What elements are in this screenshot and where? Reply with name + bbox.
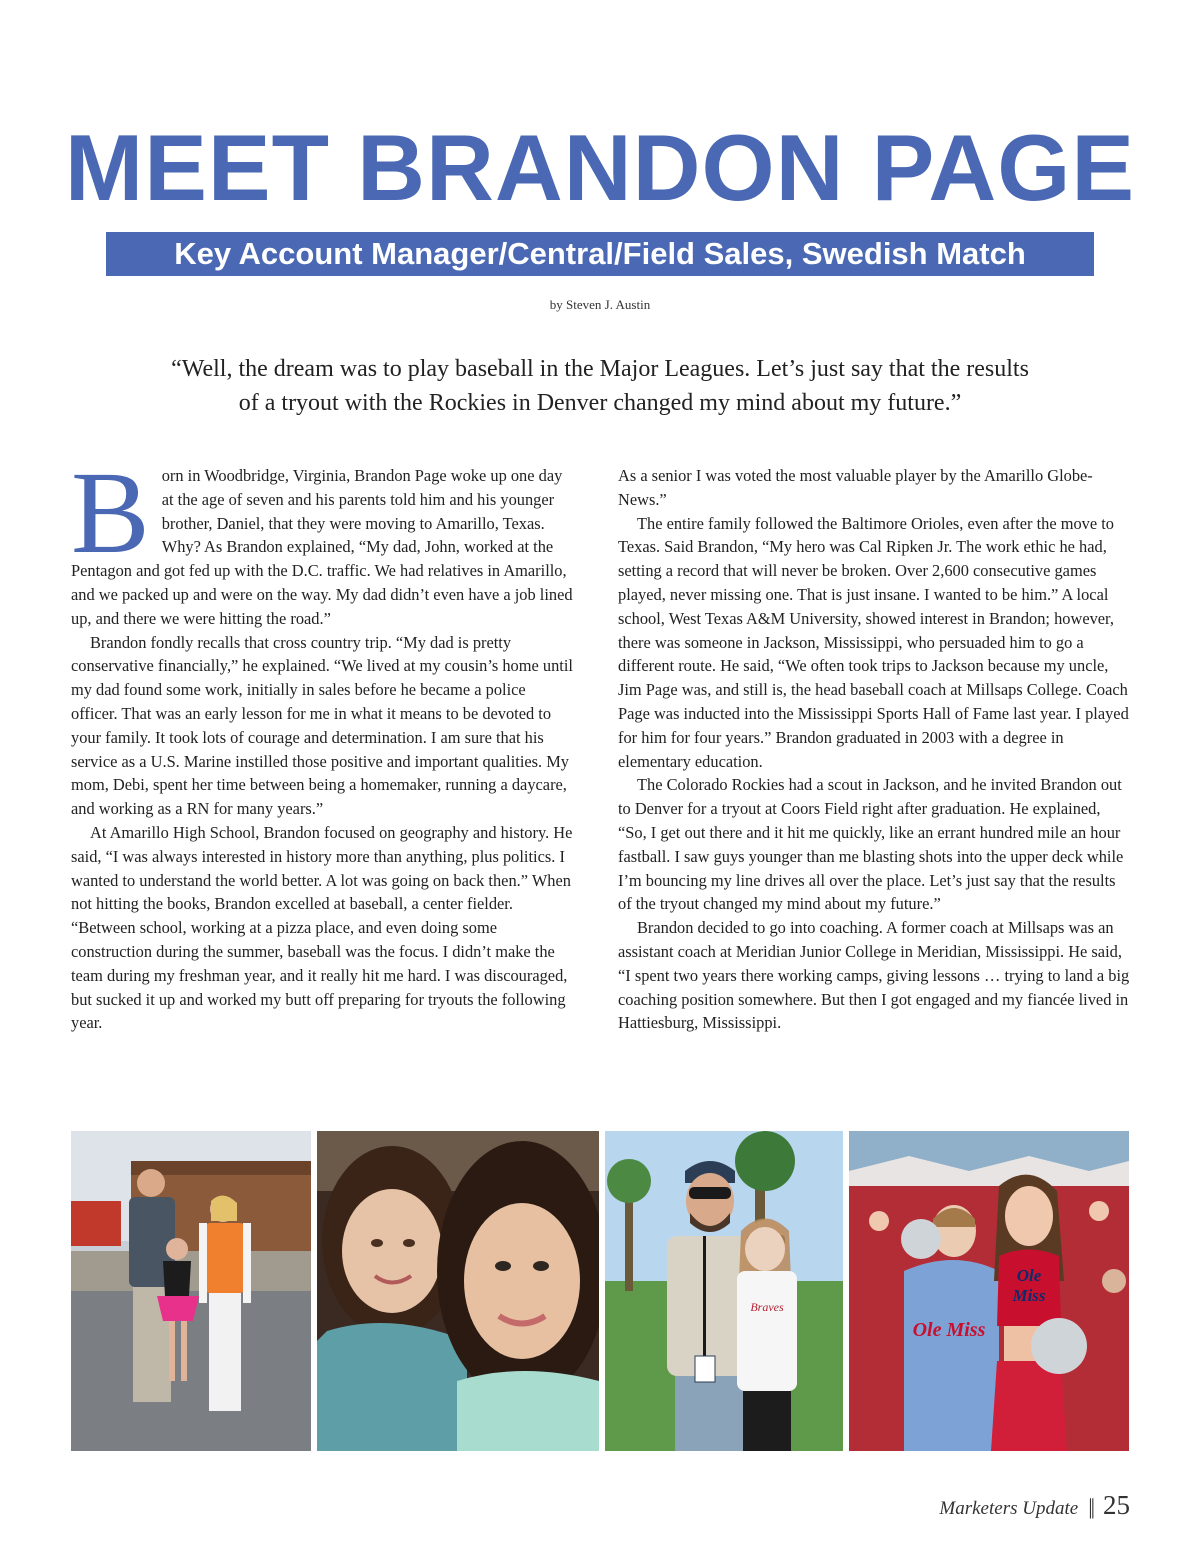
paragraph: At Amarillo High School, Brandon focused on geography and history. He said, “I was always interested in history more than anything, plus politics. I wanted to understand the world better. A lot was going on back then.” When not hitting the books, Brandon excelled at baseball, a center fielder. “Between school, working at a pizza place, and even doing some construction during the summer, baseball was the focus. I didn’t make the team during my freshman year, and it really hit me hard. I was discouraged, but sucked it up and worked my butt off preparing for tryouts the following year.: [71, 822, 573, 1033]
headline: MEET BRANDON PAGE: [64, 115, 1136, 220]
pull-quote: [100, 352, 1100, 420]
uniform-text-line-1: Ole: [1016, 1266, 1042, 1285]
body-column-right: [618, 464, 1130, 1035]
photo-gameday: [849, 1131, 1129, 1451]
body-column-left: [71, 447, 576, 1035]
drop-cap: B: [71, 447, 150, 578]
paragraph: Brandon fondly recalls that cross country trip. “My dad is pretty conservative financially,” he explained. “We lived at my cousin’s home until my dad found some work, initially in sales before he became a police officer. That was an early lesson for me in what it means to be devoted to your family. It took lots of courage and determination. I am sure that his service as a U.S. Marine instilled those positive and important qualities. My mom, Debi, spent her time between being a homemaker, running a daycare, and working as a RN for many years.”: [71, 632, 573, 819]
paragraph: The Colorado Rockies had a scout in Jackson, and he invited Brandon out to Denver for a tryout at Coors Field right after graduation. He explained, “So, I get out there and it hit me quickly, like an errant hundred mile an hour fastball. I saw guys younger than me blasting shots into the upper deck while I’m bouncing my line drives all over the place. Let’s just say that the results of the tryout changed my mind about my future.”: [618, 775, 1124, 914]
paragraph: Brandon decided to go into coaching. A former coach at Millsaps was an assistant coach at Meridian Junior College in Meridian, Mississippi. He said, “I spent two years there working camps, giving lessons … trying to land a big coaching position somewhere. But then I got engaged and my fiancée lived in Hattiesburg, Mississippi.: [618, 918, 1130, 1033]
footer-separator: ||: [1088, 1494, 1093, 1519]
photo-family-ballpark: [71, 1131, 311, 1451]
shirt-text: Ole Miss: [912, 1319, 986, 1341]
page-footer: [939, 1490, 1130, 1521]
publication-name: Marketers Update: [939, 1498, 1079, 1519]
paragraph: As a senior I was voted the most valuable player by the Amarillo Globe-News.”: [618, 466, 1093, 509]
photo-dad-daughter-image: [605, 1131, 843, 1451]
pull-quote-line-2: of a tryout with the Rockies in Denver changed my mind about my future.”: [238, 390, 962, 416]
pull-quote-line-1: “Well, the dream was to play baseball in the Major Leagues. Let’s just say that the results: [171, 356, 1029, 382]
photo-family-ballpark-image: [71, 1131, 311, 1451]
photo-dad-daughter: [605, 1131, 843, 1451]
photo-selfie: [317, 1131, 599, 1451]
photo-selfie-image: [317, 1131, 599, 1451]
jersey-text: Braves: [750, 1300, 784, 1314]
byline: by Steven J. Austin: [549, 297, 651, 312]
paragraph: [71, 447, 576, 631]
subtitle-banner: [106, 232, 1094, 276]
page-number: 25: [1103, 1490, 1130, 1520]
paragraph-text: orn in Woodbridge, Virginia, Brandon Page woke up one day at the age of seven and his parents told him and his younger brother, Daniel, that they were moving to Amarillo, Texas. Why? As Brandon explained, “My dad, John, worked at the Pentagon and got fed up with the D.C. traffic. We had relatives in Amarillo, and we packed up and were on the way. My dad didn’t even have a job lined up, and there we were hitting the road.”: [71, 466, 573, 628]
subtitle: Key Account Manager/Central/Field Sales, Swedish Match: [174, 236, 1026, 271]
uniform-text-line-2: Miss: [1012, 1286, 1046, 1305]
paragraph: The entire family followed the Baltimore Orioles, even after the move to Texas. Said Brandon, “My hero was Cal Ripken Jr. The work ethic he had, setting a record that will never be broken. Over 2,600 consecutive games played, never missing one. That is just insane. I wanted to be him.” A local school, West Texas A&M University, showed interest in Brandon; however, there was someone in Jackson, Mississippi, who persuaded him to go a different route. He said, “We often took trips to Jackson because my uncle, Jim Page was, and still is, the head baseball coach at Millsaps College. Coach Page was inducted into the Mississippi Sports Hall of Fame last year. I played for him for four years.” Brandon graduated in 2003 with a degree in elementary education.: [618, 513, 1129, 771]
photo-gameday-image: [849, 1131, 1129, 1451]
